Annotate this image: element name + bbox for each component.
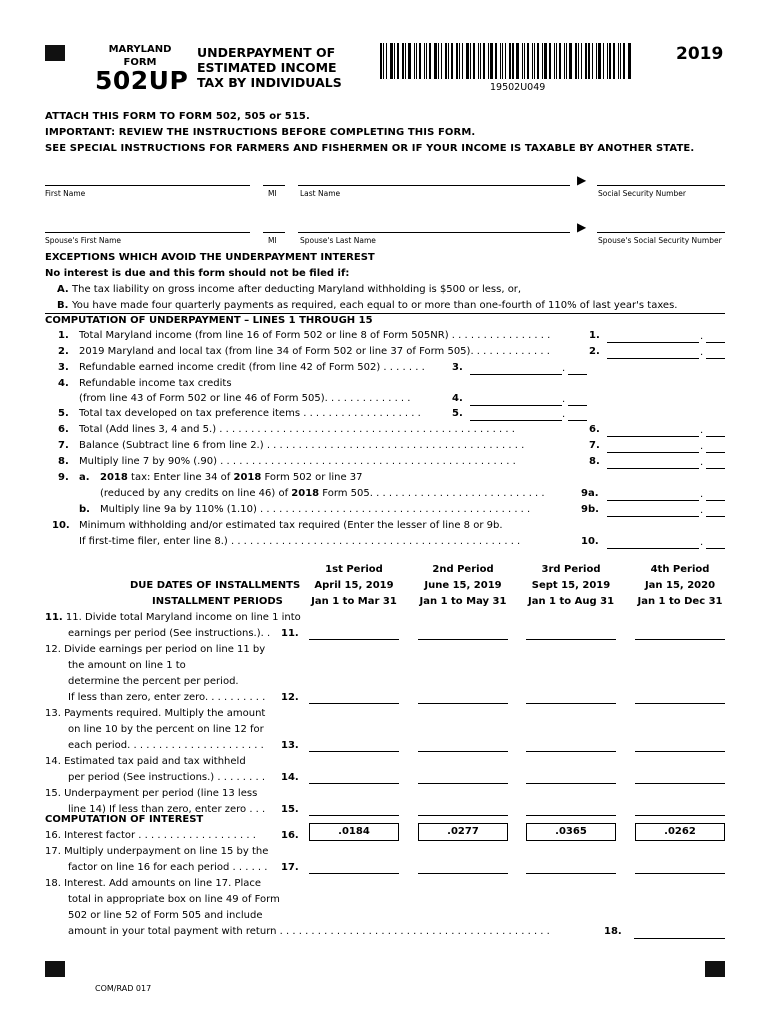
barcode-bar xyxy=(564,43,565,79)
line-16-text: 16. Interest factor . . . . . . . . . . . . . . . . . . . xyxy=(45,830,256,841)
computation-line-ref: 1. xyxy=(589,330,600,341)
spouse-ssn-field[interactable] xyxy=(597,232,725,233)
computation-line-ref: 2. xyxy=(589,346,600,357)
line-11-text: 11. 11. Divide total Maryland income on line 1 into xyxy=(45,612,301,623)
due-dates-label: DUE DATES OF INSTALLMENTS xyxy=(130,580,301,591)
form-title-line3: TAX BY INDIVIDUALS xyxy=(197,75,342,90)
line-9a-continuation: (reduced by any credits on line 46) of 2018 Form 505. . . . . . . . . . . . . . . . . . . . . . . . . . . . xyxy=(100,488,545,499)
barcode-bar xyxy=(505,43,506,79)
barcode-bar xyxy=(495,43,497,79)
mi-field[interactable] xyxy=(263,185,285,186)
form-label: FORM xyxy=(123,57,157,68)
decimal-point: . xyxy=(562,394,566,405)
arrow-icon: ▶ xyxy=(577,220,587,234)
computation-line-ref: 3. xyxy=(452,362,463,373)
barcode-bar xyxy=(613,43,615,79)
barcode-bar xyxy=(390,43,393,79)
last-name-label: Last Name xyxy=(300,189,341,198)
line-11-continuation: earnings per period (See instructions.). . xyxy=(68,628,271,639)
barcode-bar xyxy=(578,43,579,79)
line-16-ref: 16. xyxy=(281,830,299,841)
decimal-point: . xyxy=(562,409,566,420)
line-11-ref: 11. xyxy=(281,628,299,639)
barcode-text: 19502U049 xyxy=(490,82,546,93)
period-4-entry-field[interactable] xyxy=(635,751,725,752)
barcode-bar xyxy=(620,43,621,79)
line-18-ref: 18. xyxy=(604,926,622,937)
state-label: MARYLAND xyxy=(108,44,172,55)
line-9b-label: b. xyxy=(79,504,90,515)
line-15-text: 15. Underpayment per period (line 13 less xyxy=(45,788,258,799)
barcode-bar xyxy=(623,43,625,79)
line-7-number: 7. xyxy=(58,440,69,451)
barcode-bar xyxy=(445,43,447,79)
barcode-bar xyxy=(462,43,463,79)
barcode-bar xyxy=(473,43,475,79)
period-3-entry-field[interactable] xyxy=(526,783,616,784)
barcode-bar xyxy=(532,43,533,79)
computation-line-ref: 7. xyxy=(589,440,600,451)
computation-line-ref: 4. xyxy=(452,393,463,404)
line-8-number: 8. xyxy=(58,456,69,467)
barcode-bar xyxy=(575,43,577,79)
line-10-text: Minimum withholding and/or estimated tax required (Enter the lesser of line 8 or 9b. xyxy=(79,520,503,531)
period-3-name: 3rd Period xyxy=(541,564,601,575)
line-18-continuation-3: amount in your total payment with return . . . . . . . . . . . . . . . . . . . . . . . . . . . . . . . . . . . . . . . . . . . xyxy=(68,926,550,937)
computation-line-ref: 8. xyxy=(589,456,600,467)
period-1-range: Jan 1 to Mar 31 xyxy=(311,596,397,607)
period-3-range: Jan 1 to Aug 31 xyxy=(527,596,615,607)
period-2-entry-field[interactable] xyxy=(418,639,508,640)
computation-cents-field[interactable] xyxy=(706,358,725,359)
line-10-continuation: If first-time filer, enter line 8.) . . . . . . . . . . . . . . . . . . . . . . . . . . . . . . . . . . . . . . . . . . . . . . xyxy=(79,536,521,547)
line-2-number: 2. xyxy=(58,346,69,357)
period-2-entry-field[interactable] xyxy=(418,703,508,704)
registration-mark-bottom-right xyxy=(705,961,725,977)
computation-cents-field[interactable] xyxy=(706,452,725,453)
decimal-point: . xyxy=(700,537,704,548)
line-17-continuation: factor on line 16 for each period . . . . . . xyxy=(68,862,268,873)
line-14-ref: 14. xyxy=(281,772,299,783)
line-9a-label: a. xyxy=(79,472,90,483)
barcode-bar xyxy=(490,43,493,79)
period-2-entry-field[interactable] xyxy=(418,815,508,816)
exception-a-label: A. xyxy=(57,284,69,295)
barcode-bar xyxy=(448,43,449,79)
line-18-amount-field[interactable] xyxy=(634,938,725,939)
barcode-bar xyxy=(607,43,608,79)
special-instruction: SEE SPECIAL INSTRUCTIONS FOR FARMERS AND FISHERMEN OR IF YOUR INCOME IS TAXABLE BY ANOTHER STATE. xyxy=(45,143,695,154)
period-2-entry-field[interactable] xyxy=(418,783,508,784)
line-10-cents-field[interactable] xyxy=(706,548,725,549)
computation-amount-field[interactable] xyxy=(607,342,699,343)
period-4-entry-field[interactable] xyxy=(635,703,725,704)
line-10-ref: 10. xyxy=(581,536,599,547)
barcode-bar xyxy=(527,43,529,79)
barcode-bar xyxy=(466,43,469,79)
line-18-text: 18. Interest. Add amounts on line 17. Place xyxy=(45,878,262,889)
period-3-due: Sept 15, 2019 xyxy=(531,580,611,591)
spouse-last-name-label: Spouse's Last Name xyxy=(300,236,376,245)
interest-heading: COMPUTATION OF INTEREST xyxy=(45,814,204,825)
computation-amount-field[interactable] xyxy=(607,358,699,359)
exception-b-label: B. xyxy=(57,300,69,311)
decimal-point: . xyxy=(700,331,704,342)
barcode-bar xyxy=(414,43,415,79)
exceptions-subheading: No interest is due and this form should not be filed if: xyxy=(45,268,350,279)
line-10-number: 10. xyxy=(52,520,70,531)
barcode-bar xyxy=(534,43,535,79)
barcode-bar xyxy=(566,43,567,79)
barcode-bar xyxy=(397,43,399,79)
barcode-bar xyxy=(408,43,411,79)
barcode-bar xyxy=(502,43,503,79)
computation-heading: COMPUTATION OF UNDERPAYMENT – LINES 1 THROUGH 15 xyxy=(45,315,373,326)
line-15-ref: 15. xyxy=(281,804,299,815)
barcode-bar xyxy=(429,43,431,79)
line-9a-text: 2018 tax: Enter line 34 of 2018 Form 502 or line 37 xyxy=(100,472,363,483)
arrow-icon: ▶ xyxy=(577,173,587,187)
barcode-bar xyxy=(426,43,427,79)
barcode-bar xyxy=(598,43,601,79)
period-1-due: April 15, 2019 xyxy=(314,580,394,591)
barcode-bar xyxy=(512,43,514,79)
registration-mark-top-left xyxy=(45,45,65,61)
computation-line-text: (from line 43 of Form 502 or line 46 of Form 505). . . . . . . . . . . . . . xyxy=(79,393,411,404)
computation-cents-field[interactable] xyxy=(568,374,587,375)
barcode-bar xyxy=(542,43,543,79)
computation-amount-field[interactable] xyxy=(470,405,562,406)
barcode-bar xyxy=(509,43,511,79)
period-1-name: 1st Period xyxy=(325,564,383,575)
exceptions-heading: EXCEPTIONS WHICH AVOID THE UNDERPAYMENT INTEREST xyxy=(45,252,375,263)
barcode-bar xyxy=(592,43,593,79)
computation-line-text: Multiply line 7 by 90% (.90) . . . . . . . . . . . . . . . . . . . . . . . . . . . . . . . . . . . . . . . . . . . . . . . xyxy=(79,456,516,467)
barcode-bar xyxy=(456,43,458,79)
barcode-bar xyxy=(524,43,525,79)
decimal-point: . xyxy=(700,425,704,436)
first-name-label: First Name xyxy=(45,189,86,198)
period-2-range: Jan 1 to May 31 xyxy=(419,596,507,607)
barcode-bar xyxy=(585,43,587,79)
decimal-point: . xyxy=(700,347,704,358)
line-12-ref: 12. xyxy=(281,692,299,703)
computation-cents-field[interactable] xyxy=(706,342,725,343)
barcode-bar xyxy=(416,43,417,79)
line-13-continuation-2: each period. . . . . . . . . . . . . . . . . . . . . . xyxy=(68,740,264,751)
barcode-bar xyxy=(424,43,425,79)
line-12-continuation-1: the amount on line 1 to xyxy=(68,660,186,671)
computation-amount-field[interactable] xyxy=(470,374,562,375)
barcode-bar xyxy=(451,43,453,79)
exception-b-text: You have made four quarterly payments as required, each equal to or more than one-fourth of 110% of last year's taxes. xyxy=(72,300,678,311)
section-divider xyxy=(45,313,725,314)
ssn-label: Social Security Number xyxy=(598,189,686,198)
spouse-ssn-label: Spouse's Social Security Number xyxy=(598,236,722,245)
computation-line-text: Refundable income tax credits xyxy=(79,378,232,389)
attach-instruction: ATTACH THIS FORM TO FORM 502, 505 or 515. xyxy=(45,111,310,122)
barcode-bar xyxy=(537,43,539,79)
period-4-name: 4th Period xyxy=(650,564,710,575)
period-4-entry-field[interactable] xyxy=(635,815,725,816)
line-1-number: 1. xyxy=(58,330,69,341)
line-17-text: 17. Multiply underpayment on line 15 by the xyxy=(45,846,269,857)
spouse-mi-label: MI xyxy=(268,236,277,245)
period-4-range: Jan 1 to Dec 31 xyxy=(637,596,723,607)
period-2-due: June 15, 2019 xyxy=(424,580,502,591)
barcode-bar xyxy=(386,43,387,79)
period-4-entry-field[interactable] xyxy=(635,783,725,784)
decimal-point: . xyxy=(700,457,704,468)
decimal-point: . xyxy=(700,505,704,516)
computation-cents-field[interactable] xyxy=(706,468,725,469)
barcode-bar xyxy=(441,43,442,79)
period-3-entry-field[interactable] xyxy=(526,703,616,704)
line-14-text: 14. Estimated tax paid and tax withheld xyxy=(45,756,246,767)
line-12-continuation-2: determine the percent per period. xyxy=(68,676,239,687)
last-name-field[interactable] xyxy=(298,185,570,186)
line-13-text: 13. Payments required. Multiply the amount xyxy=(45,708,266,719)
computation-line-ref: 6. xyxy=(589,424,600,435)
line-13-ref: 13. xyxy=(281,740,299,751)
barcode-bar xyxy=(470,43,471,79)
computation-line-text: Total Maryland income (from line 16 of Form 502 or line 8 of Form 505NR) . . . . . . . . . . . . . . . . xyxy=(79,330,551,341)
computation-line-ref: 5. xyxy=(452,408,463,419)
period-2-interest-factor: .0277 xyxy=(418,823,508,841)
decimal-point: . xyxy=(562,363,566,374)
line-3-number: 3. xyxy=(58,362,69,373)
line-13-continuation-1: on line 10 by the percent on line 12 for xyxy=(68,724,264,735)
spouse-mi-field[interactable] xyxy=(263,232,285,233)
spouse-first-name-label: Spouse's First Name xyxy=(45,236,122,245)
barcode-bar xyxy=(438,43,439,79)
line-9b-cents-field[interactable] xyxy=(706,516,725,517)
line-15-continuation: line 14) If less than zero, enter zero . . . xyxy=(68,804,266,815)
barcode-bar xyxy=(394,43,395,79)
line-9b-ref: 9b. xyxy=(581,504,599,515)
barcode xyxy=(380,43,642,79)
line-12-text: 12. Divide earnings per period on line 11 by xyxy=(45,644,266,655)
exception-a-text: The tax liability on gross income after deducting Maryland withholding is $500 or less, or, xyxy=(72,284,522,295)
barcode-bar xyxy=(405,43,406,79)
period-1-entry-field[interactable] xyxy=(309,703,399,704)
barcode-bar xyxy=(522,43,523,79)
period-3-interest-factor: .0365 xyxy=(526,823,616,841)
period-3-entry-field[interactable] xyxy=(526,639,616,640)
barcode-bar xyxy=(488,43,489,79)
form-number: 502UP xyxy=(95,66,189,95)
period-1-entry-field[interactable] xyxy=(309,873,399,874)
line-12-continuation-3: If less than zero, enter zero. . . . . . . . . . xyxy=(68,692,266,703)
line-5-number: 5. xyxy=(58,408,69,419)
computation-line-text: 2019 Maryland and local tax (from line 34 of Form 502 or line 37 of Form 505). . . . . . . . . . . . . xyxy=(79,346,550,357)
barcode-bar xyxy=(554,43,555,79)
period-1-entry-field[interactable] xyxy=(309,815,399,816)
barcode-bar xyxy=(516,43,519,79)
line-9b-text: Multiply line 9a by 110% (1.10) . . . . . . . . . . . . . . . . . . . . . . . . . . . . . . . . . . . . . . . . . . . xyxy=(100,504,531,515)
line-4-number: 4. xyxy=(58,378,69,389)
barcode-bar xyxy=(419,43,421,79)
barcode-bar xyxy=(603,43,604,79)
barcode-bar xyxy=(628,43,631,79)
ssn-field[interactable] xyxy=(597,185,725,186)
barcode-bar xyxy=(459,43,460,79)
tax-year: 2019 xyxy=(676,44,724,64)
line-17-ref: 17. xyxy=(281,862,299,873)
barcode-bar xyxy=(402,43,404,79)
decimal-point: . xyxy=(700,441,704,452)
form-code: COM/RAD 017 xyxy=(95,984,152,993)
period-1-entry-field[interactable] xyxy=(309,783,399,784)
barcode-bar xyxy=(596,43,597,79)
computation-line-text: Balance (Subtract line 6 from line 2.) . . . . . . . . . . . . . . . . . . . . . . . . . . . . . . . . . . . . . . . . . xyxy=(79,440,525,451)
form-title-line1: UNDERPAYMENT OF xyxy=(197,45,336,60)
computation-cents-field[interactable] xyxy=(568,405,587,406)
line-14-continuation: per period (See instructions.) . . . . . . . . xyxy=(68,772,266,783)
barcode-bar xyxy=(380,43,382,79)
barcode-bar xyxy=(569,43,572,79)
computation-amount-field[interactable] xyxy=(607,436,699,437)
computation-line-text: Refundable earned income credit (from line 42 of Form 502) . . . . . . . xyxy=(79,362,425,373)
barcode-bar xyxy=(549,43,551,79)
period-4-entry-field[interactable] xyxy=(635,639,725,640)
line-6-number: 6. xyxy=(58,424,69,435)
line-10-amount-field[interactable] xyxy=(607,548,699,549)
barcode-bar xyxy=(434,43,437,79)
computation-cents-field[interactable] xyxy=(568,420,587,421)
line-9b-amount-field[interactable] xyxy=(607,516,699,517)
period-3-entry-field[interactable] xyxy=(526,815,616,816)
line-9a-cents-field[interactable] xyxy=(706,500,725,501)
period-2-entry-field[interactable] xyxy=(418,751,508,752)
period-4-due: Jan 15, 2020 xyxy=(644,580,716,591)
line-9a-amount-field[interactable] xyxy=(607,500,699,501)
installment-periods-label: INSTALLMENT PERIODS xyxy=(152,596,283,607)
barcode-bar xyxy=(618,43,619,79)
computation-amount-field[interactable] xyxy=(607,468,699,469)
line-18-continuation-1: total in appropriate box on line 49 of Form xyxy=(68,894,280,905)
barcode-bar xyxy=(609,43,611,79)
barcode-bar xyxy=(480,43,481,79)
barcode-bar xyxy=(383,43,384,79)
important-instruction: IMPORTANT: REVIEW THE INSTRUCTIONS BEFORE COMPLETING THIS FORM. xyxy=(45,127,476,138)
mi-label: MI xyxy=(268,189,277,198)
barcode-bar xyxy=(559,43,561,79)
barcode-bar xyxy=(588,43,590,79)
line-9a-ref: 9a. xyxy=(581,488,599,499)
period-4-entry-field[interactable] xyxy=(635,873,725,874)
computation-line-text: Total (Add lines 3, 4 and 5.) . . . . . . . . . . . . . . . . . . . . . . . . . . . . . . . . . . . . . . . . . . . . . . . xyxy=(79,424,515,435)
period-4-interest-factor: .0262 xyxy=(635,823,725,841)
computation-amount-field[interactable] xyxy=(607,452,699,453)
barcode-bar xyxy=(483,43,485,79)
barcode-bar xyxy=(581,43,582,79)
period-2-entry-field[interactable] xyxy=(418,873,508,874)
registration-mark-bottom-left xyxy=(45,961,65,977)
barcode-bar xyxy=(500,43,501,79)
computation-line-text: Total tax developed on tax preference items . . . . . . . . . . . . . . . . . . . xyxy=(79,408,421,419)
computation-cents-field[interactable] xyxy=(706,436,725,437)
form-title-line2: ESTIMATED INCOME xyxy=(197,60,337,75)
period-1-entry-field[interactable] xyxy=(309,639,399,640)
spouse-first-name-field[interactable] xyxy=(45,232,250,233)
period-1-interest-factor: .0184 xyxy=(309,823,399,841)
barcode-bar xyxy=(556,43,557,79)
period-2-name: 2nd Period xyxy=(432,564,494,575)
line-18-continuation-2: 502 or line 52 of Form 505 and include xyxy=(68,910,263,921)
barcode-bar xyxy=(544,43,547,79)
period-3-entry-field[interactable] xyxy=(526,751,616,752)
period-3-entry-field[interactable] xyxy=(526,873,616,874)
line-9-number: 9. xyxy=(58,472,69,483)
spouse-last-name-field[interactable] xyxy=(298,232,570,233)
barcode-bar xyxy=(478,43,479,79)
first-name-field[interactable] xyxy=(45,185,250,186)
computation-amount-field[interactable] xyxy=(470,420,562,421)
decimal-point: . xyxy=(700,489,704,500)
period-1-entry-field[interactable] xyxy=(309,751,399,752)
